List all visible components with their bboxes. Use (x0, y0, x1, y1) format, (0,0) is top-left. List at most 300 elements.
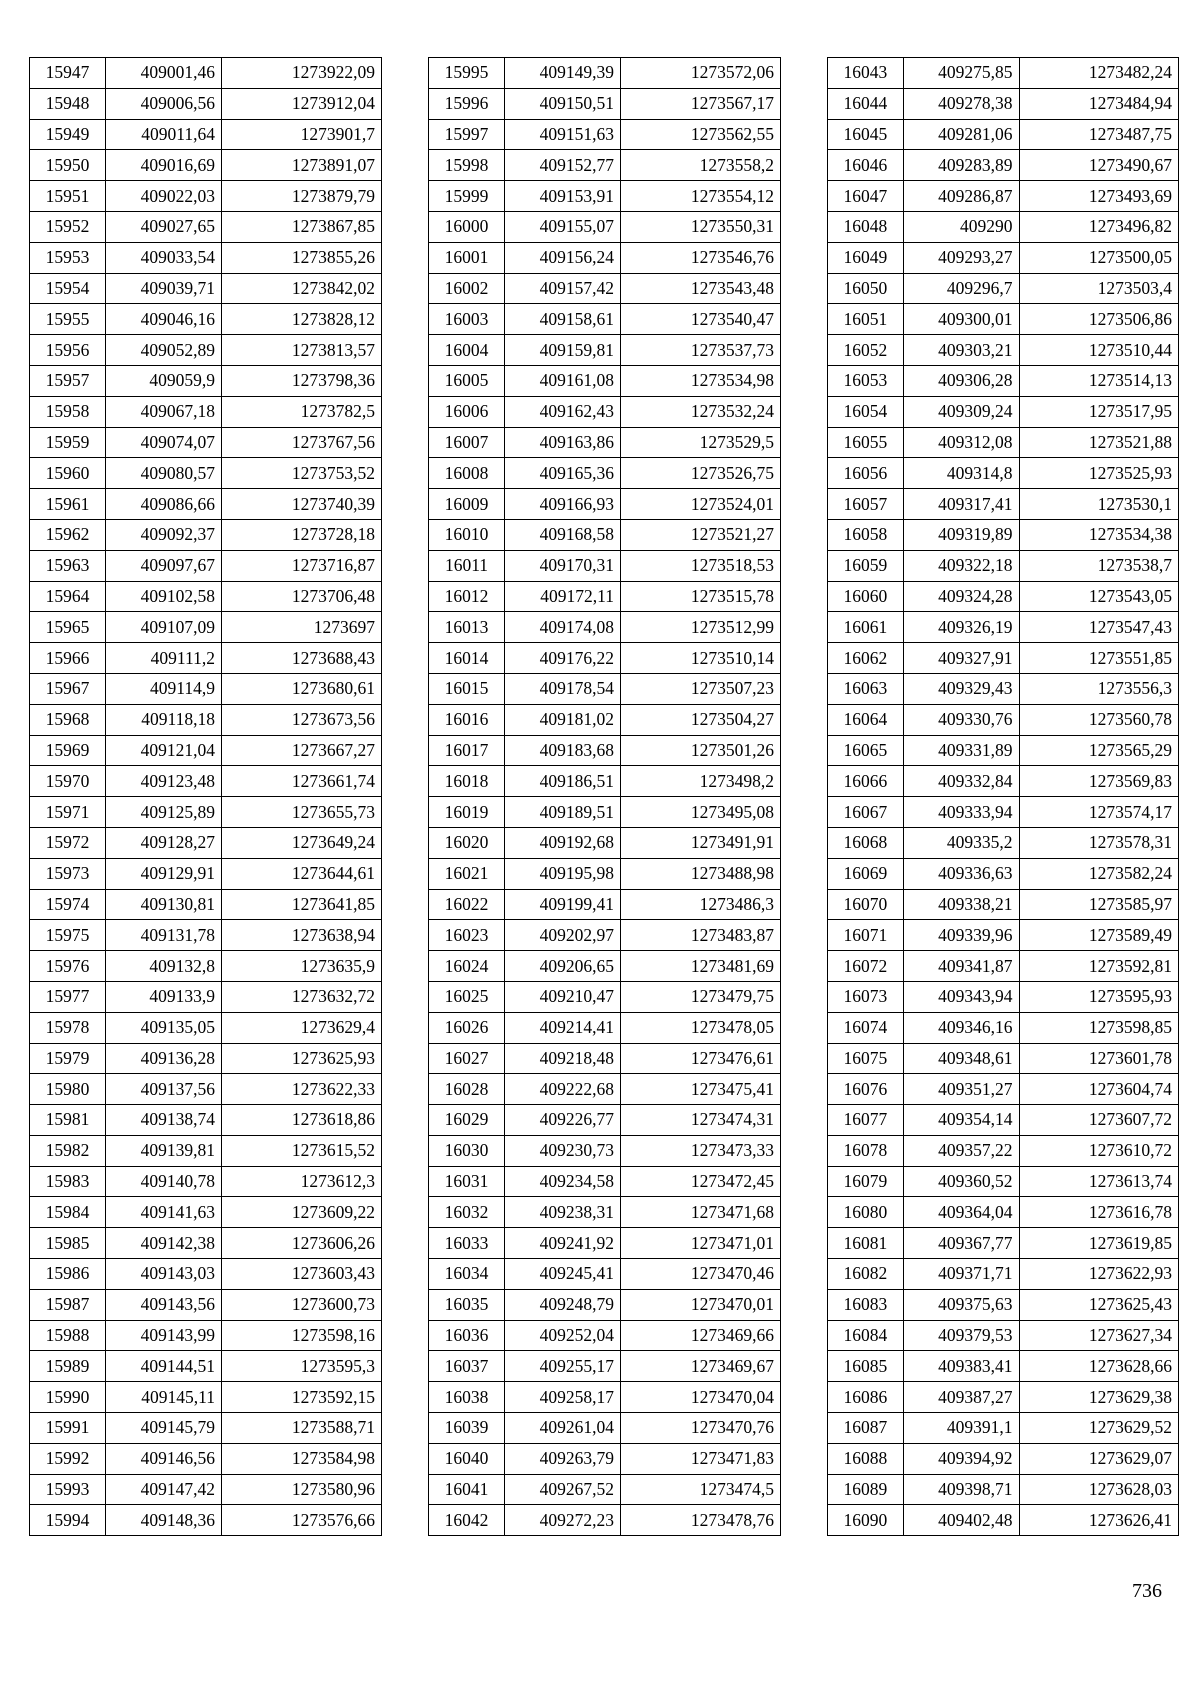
table-row (429, 1135, 781, 1166)
point-number-cell: 15999 (429, 181, 505, 212)
y-coordinate-cell: 1273598,85 (1019, 1012, 1178, 1043)
point-number-cell: 16042 (429, 1505, 505, 1536)
point-number-cell: 16089 (828, 1474, 904, 1505)
table-row (828, 1413, 1179, 1444)
point-number-cell: 16063 (828, 673, 904, 704)
y-coordinate-cell: 1273716,87 (222, 550, 382, 581)
x-coordinate-cell: 409272,23 (505, 1505, 621, 1536)
y-coordinate-cell: 1273767,56 (222, 427, 382, 458)
table-row (429, 1105, 781, 1136)
table-row (429, 981, 781, 1012)
y-coordinate-cell: 1273595,3 (222, 1351, 382, 1382)
x-coordinate-cell: 409319,89 (903, 519, 1019, 550)
point-number-cell: 15952 (30, 211, 106, 242)
y-coordinate-cell: 1273625,43 (1019, 1289, 1178, 1320)
point-number-cell: 15960 (30, 458, 106, 489)
point-number-cell: 15983 (30, 1166, 106, 1197)
y-coordinate-cell: 1273472,45 (621, 1166, 781, 1197)
table-row (828, 1135, 1179, 1166)
point-number-cell: 16040 (429, 1443, 505, 1474)
table-row (429, 88, 781, 119)
y-coordinate-cell: 1273629,4 (222, 1012, 382, 1043)
x-coordinate-cell: 409152,77 (505, 150, 621, 181)
table-row (30, 458, 382, 489)
y-coordinate-cell: 1273828,12 (222, 304, 382, 335)
y-coordinate-cell: 1273697 (222, 612, 382, 643)
point-number-cell: 15970 (30, 766, 106, 797)
table-row (429, 1320, 781, 1351)
point-number-cell: 15988 (30, 1320, 106, 1351)
x-coordinate-cell: 409128,27 (106, 827, 222, 858)
y-coordinate-cell: 1273537,73 (621, 335, 781, 366)
y-coordinate-cell: 1273574,17 (1019, 797, 1178, 828)
point-number-cell: 15948 (30, 88, 106, 119)
y-coordinate-cell: 1273592,81 (1019, 951, 1178, 982)
table-row (828, 889, 1179, 920)
x-coordinate-cell: 409348,61 (903, 1043, 1019, 1074)
table-row (30, 981, 382, 1012)
table-row (30, 88, 382, 119)
x-coordinate-cell: 409331,89 (903, 735, 1019, 766)
y-coordinate-cell: 1273607,72 (1019, 1105, 1178, 1136)
table-row (30, 211, 382, 242)
table-row (828, 1259, 1179, 1290)
x-coordinate-cell: 409252,04 (505, 1320, 621, 1351)
point-number-cell: 16054 (828, 396, 904, 427)
point-number-cell: 15953 (30, 242, 106, 273)
table-row (429, 889, 781, 920)
point-number-cell: 15968 (30, 704, 106, 735)
y-coordinate-cell: 1273507,23 (621, 673, 781, 704)
x-coordinate-cell: 409360,52 (903, 1166, 1019, 1197)
y-coordinate-cell: 1273470,04 (621, 1382, 781, 1413)
table-row (30, 1135, 382, 1166)
y-coordinate-cell: 1273478,76 (621, 1505, 781, 1536)
table-row (429, 335, 781, 366)
x-coordinate-cell: 409052,89 (106, 335, 222, 366)
table-row (30, 643, 382, 674)
point-number-cell: 16002 (429, 273, 505, 304)
y-coordinate-cell: 1273625,93 (222, 1043, 382, 1074)
y-coordinate-cell: 1273512,99 (621, 612, 781, 643)
point-number-cell: 16041 (429, 1474, 505, 1505)
x-coordinate-cell: 409142,38 (106, 1228, 222, 1259)
table-row (429, 1474, 781, 1505)
x-coordinate-cell: 409255,17 (505, 1351, 621, 1382)
y-coordinate-cell: 1273638,94 (222, 920, 382, 951)
table-row (30, 273, 382, 304)
table-row (429, 58, 781, 89)
x-coordinate-cell: 409322,18 (903, 550, 1019, 581)
x-coordinate-cell: 409133,9 (106, 981, 222, 1012)
y-coordinate-cell: 1273813,57 (222, 335, 382, 366)
point-number-cell: 16074 (828, 1012, 904, 1043)
x-coordinate-cell: 409317,41 (903, 489, 1019, 520)
table-row (30, 1228, 382, 1259)
y-coordinate-cell: 1273486,3 (621, 889, 781, 920)
y-coordinate-cell: 1273628,03 (1019, 1474, 1178, 1505)
y-coordinate-cell: 1273585,97 (1019, 889, 1178, 920)
point-number-cell: 15961 (30, 489, 106, 520)
y-coordinate-cell: 1273521,27 (621, 519, 781, 550)
y-coordinate-cell: 1273616,78 (1019, 1197, 1178, 1228)
y-coordinate-cell: 1273474,31 (621, 1105, 781, 1136)
point-number-cell: 15954 (30, 273, 106, 304)
x-coordinate-cell: 409123,48 (106, 766, 222, 797)
x-coordinate-cell: 409168,58 (505, 519, 621, 550)
x-coordinate-cell: 409371,71 (903, 1259, 1019, 1290)
y-coordinate-cell: 1273782,5 (222, 396, 382, 427)
y-coordinate-cell: 1273629,52 (1019, 1413, 1178, 1444)
y-coordinate-cell: 1273496,82 (1019, 211, 1178, 242)
x-coordinate-cell: 409267,52 (505, 1474, 621, 1505)
table-row (30, 304, 382, 335)
table-row (30, 119, 382, 150)
x-coordinate-cell: 409155,07 (505, 211, 621, 242)
table-row (828, 365, 1179, 396)
table-row (828, 920, 1179, 951)
table-row (30, 1043, 382, 1074)
table-row (429, 1382, 781, 1413)
x-coordinate-cell: 409162,43 (505, 396, 621, 427)
point-number-cell: 16023 (429, 920, 505, 951)
y-coordinate-cell: 1273471,83 (621, 1443, 781, 1474)
point-number-cell: 16057 (828, 489, 904, 520)
y-coordinate-cell: 1273753,52 (222, 458, 382, 489)
y-coordinate-cell: 1273615,52 (222, 1135, 382, 1166)
x-coordinate-cell: 409151,63 (505, 119, 621, 150)
x-coordinate-cell: 409339,96 (903, 920, 1019, 951)
point-number-cell: 16039 (429, 1413, 505, 1444)
x-coordinate-cell: 409135,05 (106, 1012, 222, 1043)
point-number-cell: 15987 (30, 1289, 106, 1320)
table-row (30, 581, 382, 612)
y-coordinate-cell: 1273470,01 (621, 1289, 781, 1320)
x-coordinate-cell: 409312,08 (903, 427, 1019, 458)
y-coordinate-cell: 1273547,43 (1019, 612, 1178, 643)
x-coordinate-cell: 409146,56 (106, 1443, 222, 1474)
y-coordinate-cell: 1273487,75 (1019, 119, 1178, 150)
y-coordinate-cell: 1273798,36 (222, 365, 382, 396)
point-number-cell: 15998 (429, 150, 505, 181)
y-coordinate-cell: 1273551,85 (1019, 643, 1178, 674)
table-row (828, 643, 1179, 674)
point-number-cell: 16018 (429, 766, 505, 797)
x-coordinate-cell: 409199,41 (505, 889, 621, 920)
table-row (828, 119, 1179, 150)
point-number-cell: 16025 (429, 981, 505, 1012)
y-coordinate-cell: 1273613,74 (1019, 1166, 1178, 1197)
x-coordinate-cell: 409202,97 (505, 920, 621, 951)
point-number-cell: 16021 (429, 858, 505, 889)
table-row (828, 1382, 1179, 1413)
x-coordinate-cell: 409398,71 (903, 1474, 1019, 1505)
point-number-cell: 16027 (429, 1043, 505, 1074)
point-number-cell: 16043 (828, 58, 904, 89)
y-coordinate-cell: 1273626,41 (1019, 1505, 1178, 1536)
point-number-cell: 15986 (30, 1259, 106, 1290)
table-row (429, 858, 781, 889)
table-row (30, 181, 382, 212)
point-number-cell: 16005 (429, 365, 505, 396)
y-coordinate-cell: 1273534,98 (621, 365, 781, 396)
x-coordinate-cell: 409214,41 (505, 1012, 621, 1043)
x-coordinate-cell: 409156,24 (505, 242, 621, 273)
point-number-cell: 16058 (828, 519, 904, 550)
x-coordinate-cell: 409149,39 (505, 58, 621, 89)
point-number-cell: 16047 (828, 181, 904, 212)
x-coordinate-cell: 409157,42 (505, 273, 621, 304)
point-number-cell: 15966 (30, 643, 106, 674)
point-number-cell: 15977 (30, 981, 106, 1012)
point-number-cell: 15958 (30, 396, 106, 427)
y-coordinate-cell: 1273518,53 (621, 550, 781, 581)
y-coordinate-cell: 1273641,85 (222, 889, 382, 920)
x-coordinate-cell: 409121,04 (106, 735, 222, 766)
table-row (828, 981, 1179, 1012)
x-coordinate-cell: 409174,08 (505, 612, 621, 643)
point-number-cell: 16004 (429, 335, 505, 366)
point-number-cell: 16078 (828, 1135, 904, 1166)
table-row (30, 1289, 382, 1320)
point-number-cell: 16056 (828, 458, 904, 489)
point-number-cell: 16016 (429, 704, 505, 735)
point-number-cell: 15969 (30, 735, 106, 766)
table-row (828, 550, 1179, 581)
table-row (30, 489, 382, 520)
table-row (828, 1351, 1179, 1382)
point-number-cell: 16014 (429, 643, 505, 674)
y-coordinate-cell: 1273606,26 (222, 1228, 382, 1259)
table-row (429, 920, 781, 951)
point-number-cell: 16076 (828, 1074, 904, 1105)
x-coordinate-cell: 409130,81 (106, 889, 222, 920)
table-row (429, 1351, 781, 1382)
x-coordinate-cell: 409290 (903, 211, 1019, 242)
x-coordinate-cell: 409006,56 (106, 88, 222, 119)
point-number-cell: 16083 (828, 1289, 904, 1320)
x-coordinate-cell: 409001,46 (106, 58, 222, 89)
x-coordinate-cell: 409329,43 (903, 673, 1019, 704)
table-row (30, 519, 382, 550)
y-coordinate-cell: 1273558,2 (621, 150, 781, 181)
table-row (429, 119, 781, 150)
table-row (30, 951, 382, 982)
table-row (30, 735, 382, 766)
x-coordinate-cell: 409138,74 (106, 1105, 222, 1136)
y-coordinate-cell: 1273517,95 (1019, 396, 1178, 427)
table-row (828, 335, 1179, 366)
y-coordinate-cell: 1273622,33 (222, 1074, 382, 1105)
point-number-cell: 16028 (429, 1074, 505, 1105)
point-number-cell: 16015 (429, 673, 505, 704)
y-coordinate-cell: 1273543,05 (1019, 581, 1178, 612)
x-coordinate-cell: 409338,21 (903, 889, 1019, 920)
table-row (30, 1012, 382, 1043)
point-number-cell: 16017 (429, 735, 505, 766)
point-number-cell: 16010 (429, 519, 505, 550)
y-coordinate-cell: 1273525,93 (1019, 458, 1178, 489)
table-row (429, 797, 781, 828)
table-row (828, 1197, 1179, 1228)
x-coordinate-cell: 409324,28 (903, 581, 1019, 612)
x-coordinate-cell: 409039,71 (106, 273, 222, 304)
x-coordinate-cell: 409278,38 (903, 88, 1019, 119)
x-coordinate-cell: 409303,21 (903, 335, 1019, 366)
y-coordinate-cell: 1273524,01 (621, 489, 781, 520)
x-coordinate-cell: 409391,1 (903, 1413, 1019, 1444)
table-row (429, 581, 781, 612)
y-coordinate-cell: 1273618,86 (222, 1105, 382, 1136)
table-row (828, 242, 1179, 273)
x-coordinate-cell: 409241,92 (505, 1228, 621, 1259)
x-coordinate-cell: 409283,89 (903, 150, 1019, 181)
coordinate-table-2 (428, 57, 781, 1536)
point-number-cell: 15971 (30, 797, 106, 828)
point-number-cell: 15980 (30, 1074, 106, 1105)
x-coordinate-cell: 409143,03 (106, 1259, 222, 1290)
x-coordinate-cell: 409210,47 (505, 981, 621, 1012)
table-row (828, 1166, 1179, 1197)
point-number-cell: 16082 (828, 1259, 904, 1290)
y-coordinate-cell: 1273550,31 (621, 211, 781, 242)
y-coordinate-cell: 1273706,48 (222, 581, 382, 612)
point-number-cell: 15959 (30, 427, 106, 458)
table-row (30, 1259, 382, 1290)
x-coordinate-cell: 409016,69 (106, 150, 222, 181)
table-row (828, 211, 1179, 242)
x-coordinate-cell: 409387,27 (903, 1382, 1019, 1413)
table-row (828, 304, 1179, 335)
table-row (828, 704, 1179, 735)
table-row (429, 427, 781, 458)
x-coordinate-cell: 409226,77 (505, 1105, 621, 1136)
table-row (429, 242, 781, 273)
point-number-cell: 16060 (828, 581, 904, 612)
point-number-cell: 15979 (30, 1043, 106, 1074)
point-number-cell: 16031 (429, 1166, 505, 1197)
y-coordinate-cell: 1273543,48 (621, 273, 781, 304)
x-coordinate-cell: 409394,92 (903, 1443, 1019, 1474)
x-coordinate-cell: 409335,2 (903, 827, 1019, 858)
x-coordinate-cell: 409080,57 (106, 458, 222, 489)
table-row (828, 951, 1179, 982)
y-coordinate-cell: 1273476,61 (621, 1043, 781, 1074)
y-coordinate-cell: 1273469,67 (621, 1351, 781, 1382)
table-row (429, 365, 781, 396)
x-coordinate-cell: 409293,27 (903, 242, 1019, 273)
point-number-cell: 15991 (30, 1413, 106, 1444)
table-row (828, 519, 1179, 550)
y-coordinate-cell: 1273490,67 (1019, 150, 1178, 181)
point-number-cell: 16081 (828, 1228, 904, 1259)
x-coordinate-cell: 409354,14 (903, 1105, 1019, 1136)
point-number-cell: 16038 (429, 1382, 505, 1413)
y-coordinate-cell: 1273610,72 (1019, 1135, 1178, 1166)
x-coordinate-cell: 409143,99 (106, 1320, 222, 1351)
x-coordinate-cell: 409238,31 (505, 1197, 621, 1228)
point-number-cell: 16070 (828, 889, 904, 920)
point-number-cell: 16087 (828, 1413, 904, 1444)
table-row (429, 951, 781, 982)
x-coordinate-cell: 409137,56 (106, 1074, 222, 1105)
y-coordinate-cell: 1273481,69 (621, 951, 781, 982)
y-coordinate-cell: 1273635,9 (222, 951, 382, 982)
y-coordinate-cell: 1273469,66 (621, 1320, 781, 1351)
point-number-cell: 16061 (828, 612, 904, 643)
y-coordinate-cell: 1273510,14 (621, 643, 781, 674)
point-number-cell: 16050 (828, 273, 904, 304)
point-number-cell: 16077 (828, 1105, 904, 1136)
table-row (30, 1166, 382, 1197)
x-coordinate-cell: 409275,85 (903, 58, 1019, 89)
x-coordinate-cell: 409027,65 (106, 211, 222, 242)
x-coordinate-cell: 409097,67 (106, 550, 222, 581)
x-coordinate-cell: 409343,94 (903, 981, 1019, 1012)
table-row (30, 858, 382, 889)
point-number-cell: 16003 (429, 304, 505, 335)
y-coordinate-cell: 1273842,02 (222, 273, 382, 304)
point-number-cell: 16068 (828, 827, 904, 858)
table-row (429, 766, 781, 797)
y-coordinate-cell: 1273569,83 (1019, 766, 1178, 797)
x-coordinate-cell: 409258,17 (505, 1382, 621, 1413)
point-number-cell: 16045 (828, 119, 904, 150)
table-row (30, 612, 382, 643)
point-number-cell: 15951 (30, 181, 106, 212)
y-coordinate-cell: 1273500,05 (1019, 242, 1178, 273)
x-coordinate-cell: 409306,28 (903, 365, 1019, 396)
point-number-cell: 15974 (30, 889, 106, 920)
x-coordinate-cell: 409150,51 (505, 88, 621, 119)
y-coordinate-cell: 1273609,22 (222, 1197, 382, 1228)
x-coordinate-cell: 409379,53 (903, 1320, 1019, 1351)
table-row (30, 1105, 382, 1136)
coordinate-table-1 (29, 57, 382, 1536)
table-row (30, 1197, 382, 1228)
y-coordinate-cell: 1273855,26 (222, 242, 382, 273)
x-coordinate-cell: 409327,91 (903, 643, 1019, 674)
table-row (429, 1166, 781, 1197)
x-coordinate-cell: 409230,73 (505, 1135, 621, 1166)
coordinate-tables (29, 57, 1179, 1576)
table-row (30, 797, 382, 828)
table-row (30, 1443, 382, 1474)
point-number-cell: 16029 (429, 1105, 505, 1136)
point-number-cell: 16024 (429, 951, 505, 982)
x-coordinate-cell: 409172,11 (505, 581, 621, 612)
point-number-cell: 16084 (828, 1320, 904, 1351)
x-coordinate-cell: 409245,41 (505, 1259, 621, 1290)
y-coordinate-cell: 1273629,38 (1019, 1382, 1178, 1413)
x-coordinate-cell: 409402,48 (903, 1505, 1019, 1536)
point-number-cell: 16020 (429, 827, 505, 858)
table-row (429, 550, 781, 581)
y-coordinate-cell: 1273495,08 (621, 797, 781, 828)
table-row (828, 1505, 1179, 1536)
point-number-cell: 16090 (828, 1505, 904, 1536)
table-row (429, 1443, 781, 1474)
table-row (828, 858, 1179, 889)
x-coordinate-cell: 409218,48 (505, 1043, 621, 1074)
point-number-cell: 15957 (30, 365, 106, 396)
x-coordinate-cell: 409102,58 (106, 581, 222, 612)
table-row (30, 920, 382, 951)
y-coordinate-cell: 1273661,74 (222, 766, 382, 797)
table-row (429, 1074, 781, 1105)
point-number-cell: 15973 (30, 858, 106, 889)
x-coordinate-cell: 409341,87 (903, 951, 1019, 982)
